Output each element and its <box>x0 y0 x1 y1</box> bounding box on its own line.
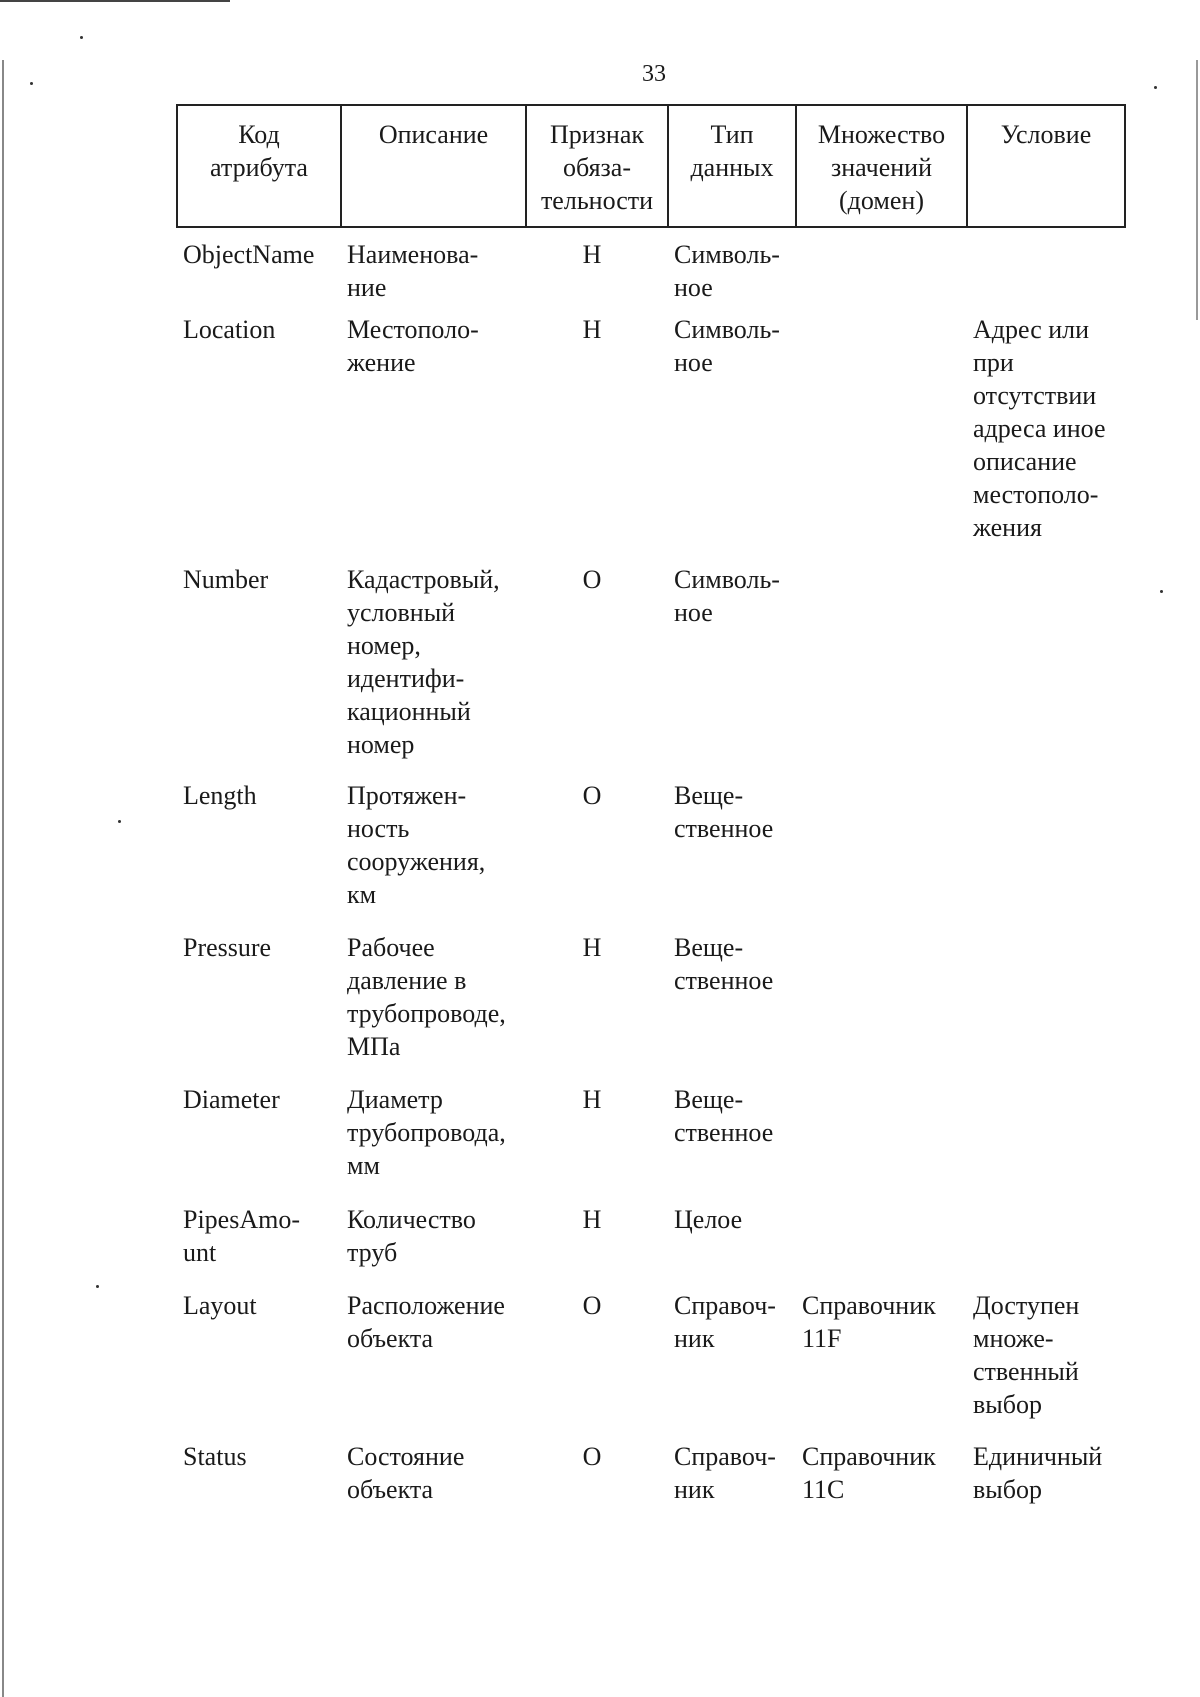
cell-description: Количество труб <box>347 1205 476 1267</box>
table-row <box>177 1083 1125 1203</box>
table-row <box>177 1440 1125 1530</box>
cell-value-domain <box>796 779 967 931</box>
cell-condition: Адрес или при отсутствии адреса иное описание местополо- жения <box>973 315 1106 542</box>
cell-attribute-code: Diameter <box>183 1085 280 1114</box>
header-mandatory-flag: Признак обяза- тельности <box>526 105 668 227</box>
cell-description: Местополо- жение <box>347 315 479 377</box>
page-number: 33 <box>642 61 666 87</box>
cell-mandatory-flag: Н <box>582 240 602 269</box>
cell-attribute-code: Pressure <box>183 933 272 962</box>
cell-description: Состояние объекта <box>347 1442 465 1504</box>
cell-mandatory-flag: О <box>582 1442 602 1471</box>
cell-value-domain <box>796 931 967 1083</box>
cell-value-domain: Справочник 11F <box>802 1291 936 1353</box>
cell-value-domain <box>796 563 967 779</box>
cell-data-type: Символь- ное <box>674 240 780 302</box>
table-row <box>177 1289 1125 1440</box>
cell-data-type: Целое <box>674 1205 743 1234</box>
header-attribute-code: Код атрибута <box>177 105 341 227</box>
cell-description: Диаметр трубопровода, мм <box>347 1085 506 1180</box>
cell-value-domain <box>796 227 967 313</box>
table-row <box>177 931 1125 1083</box>
cell-condition: Доступен множе- ственный выбор <box>973 1291 1080 1419</box>
header-data-type: Тип данных <box>668 105 796 227</box>
table-row <box>177 1203 1125 1289</box>
cell-mandatory-flag: Н <box>582 933 602 962</box>
header-value-domain: Множество значений (домен) <box>796 105 967 227</box>
scan-speck <box>96 1285 99 1288</box>
cell-mandatory-flag: Н <box>582 1205 602 1234</box>
cell-mandatory-flag: О <box>582 781 602 810</box>
table-row <box>177 313 1125 563</box>
cell-data-type: Символь- ное <box>674 315 780 377</box>
cell-value-domain <box>796 313 967 563</box>
header-description: Описание <box>341 105 526 227</box>
cell-attribute-code: PipesAmo- unt <box>183 1205 300 1267</box>
scan-speck <box>1160 590 1163 593</box>
cell-condition <box>967 1083 1125 1203</box>
cell-condition <box>967 227 1125 313</box>
cell-attribute-code: Status <box>183 1442 247 1471</box>
cell-condition <box>967 931 1125 1083</box>
cell-mandatory-flag: О <box>582 1291 602 1320</box>
cell-data-type: Символь- ное <box>674 565 780 627</box>
cell-value-domain <box>796 1203 967 1289</box>
cell-attribute-code: Number <box>183 565 269 594</box>
cell-value-domain <box>796 1083 967 1203</box>
cell-attribute-code: Length <box>183 781 257 810</box>
cell-mandatory-flag: Н <box>582 1085 602 1114</box>
cell-data-type: Справоч- ник <box>674 1442 776 1504</box>
cell-data-type: Веще- ственное <box>674 1085 774 1147</box>
cell-data-type: Справоч- ник <box>674 1291 776 1353</box>
cell-mandatory-flag: Н <box>582 315 602 344</box>
cell-attribute-code: Layout <box>183 1291 257 1320</box>
cell-data-type: Веще- ственное <box>674 933 774 995</box>
table-row <box>177 779 1125 931</box>
cell-condition <box>967 779 1125 931</box>
cell-description: Рабочее давление в трубопроводе, МПа <box>347 933 506 1061</box>
cell-description: Кадастровый, условный номер, идентифи- кационный номер <box>347 565 500 759</box>
cell-mandatory-flag: О <box>582 565 602 594</box>
scan-right-edge <box>1196 60 1198 320</box>
cell-condition <box>967 1203 1125 1289</box>
cell-description: Протяжен- ность сооружения, км <box>347 781 486 909</box>
header-condition: Условие <box>967 105 1125 227</box>
cell-description: Расположение объекта <box>347 1291 505 1353</box>
cell-data-type: Веще- ственное <box>674 781 774 843</box>
cell-attribute-code: ObjectName <box>183 240 315 269</box>
scan-speck <box>118 820 121 823</box>
scan-top-rule <box>0 0 230 2</box>
table-row <box>177 227 1125 313</box>
scan-speck <box>80 36 83 39</box>
cell-description: Наименова- ние <box>347 240 479 302</box>
cell-value-domain: Справочник 11C <box>802 1442 936 1504</box>
cell-condition <box>967 563 1125 779</box>
cell-attribute-code: Location <box>183 315 276 344</box>
cell-condition: Единичный выбор <box>973 1442 1103 1504</box>
table-header-row <box>177 105 1125 227</box>
table-row <box>177 563 1125 779</box>
scan-left-edge <box>2 60 4 1697</box>
attribute-table <box>176 104 1126 1530</box>
